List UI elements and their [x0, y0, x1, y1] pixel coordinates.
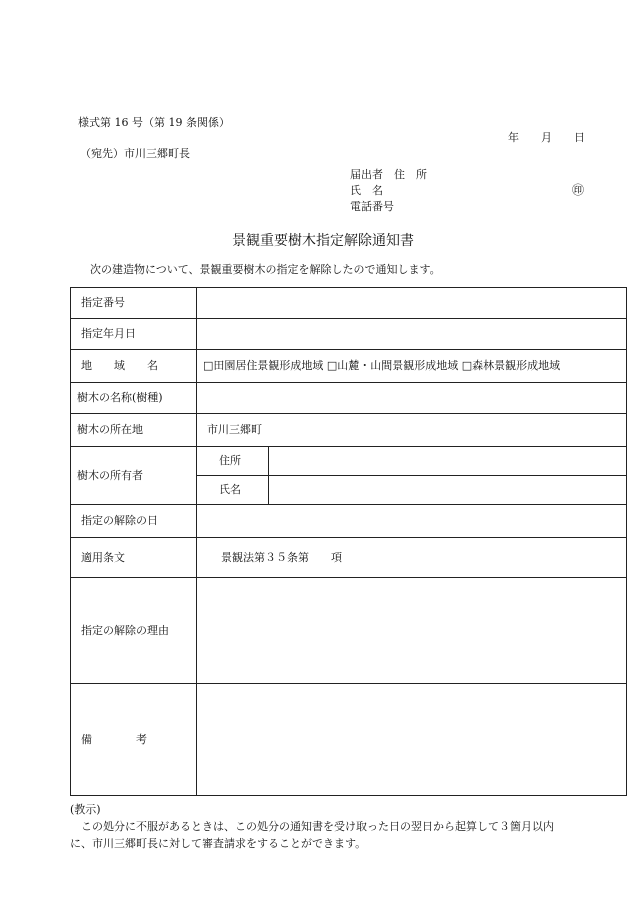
owner-name-label: 氏名 [197, 476, 269, 505]
reason-label: 指定の解除の理由 [71, 578, 197, 684]
date-line: 年 月 日 [508, 131, 585, 144]
notes-section [70, 801, 625, 852]
designation-number-label: 指定番号 [71, 288, 197, 319]
document-title: 景観重要樹木指定解除通知書 [232, 233, 414, 249]
applicant-address-label: 届出者 住 所 [350, 168, 427, 181]
row-release-date [71, 505, 627, 538]
release-date-field[interactable] [197, 505, 627, 538]
form-number: 様式第 16 号（第 19 条関係） [78, 116, 230, 129]
row-location [71, 414, 627, 447]
designation-date-label: 指定年月日 [71, 319, 197, 350]
remarks-label: 備 考 [71, 684, 197, 796]
row-designation-date [71, 319, 627, 350]
row-designation-number [71, 288, 627, 319]
row-tree-name [71, 383, 627, 414]
tree-name-field[interactable] [197, 383, 627, 414]
location-field[interactable]: 市川三郷町 [197, 414, 627, 447]
addressee: （宛先）市川三郷町長 [80, 147, 190, 160]
notes-heading: (教示) [70, 803, 101, 816]
designation-number-field[interactable] [197, 288, 627, 319]
remarks-field[interactable] [197, 684, 627, 796]
intro-text: 次の建造物について、景観重要樹木の指定を解除したので通知します。 [90, 263, 441, 276]
row-reason [71, 578, 627, 684]
release-date-label: 指定の解除の日 [71, 505, 197, 538]
form-table [70, 287, 627, 796]
article-field[interactable]: 景観法第３５条第 項 [197, 538, 627, 578]
designation-date-field[interactable] [197, 319, 627, 350]
owner-address-field[interactable] [269, 447, 627, 476]
owner-address-label: 住所 [197, 447, 269, 476]
reason-field[interactable] [197, 578, 627, 684]
area-label: 地 域 名 [71, 350, 197, 383]
row-article [71, 538, 627, 578]
owner-label: 樹木の所有者 [71, 447, 197, 505]
area-options[interactable]: □田園居住景観形成地域 □山麓・山間景観形成地域 □森林景観形成地域 [197, 350, 627, 383]
notes-line-2: に、市川三郷町長に対して審査請求をすることができます。 [70, 837, 367, 850]
seal-mark: ㊞ [572, 183, 585, 197]
applicant-name-label: 氏 名 [350, 184, 383, 197]
row-owner-address [71, 447, 627, 476]
phone-label: 電話番号 [350, 200, 394, 213]
location-label: 樹木の所在地 [71, 414, 197, 447]
owner-name-field[interactable] [269, 476, 627, 505]
notes-line-1: この処分に不服があるときは、この処分の通知書を受け取った日の翌日から起算して３箇月以内 [70, 820, 554, 833]
row-area [71, 350, 627, 383]
article-label: 適用条文 [71, 538, 197, 578]
row-remarks [71, 684, 627, 796]
tree-name-label: 樹木の名称(樹種) [71, 383, 197, 414]
